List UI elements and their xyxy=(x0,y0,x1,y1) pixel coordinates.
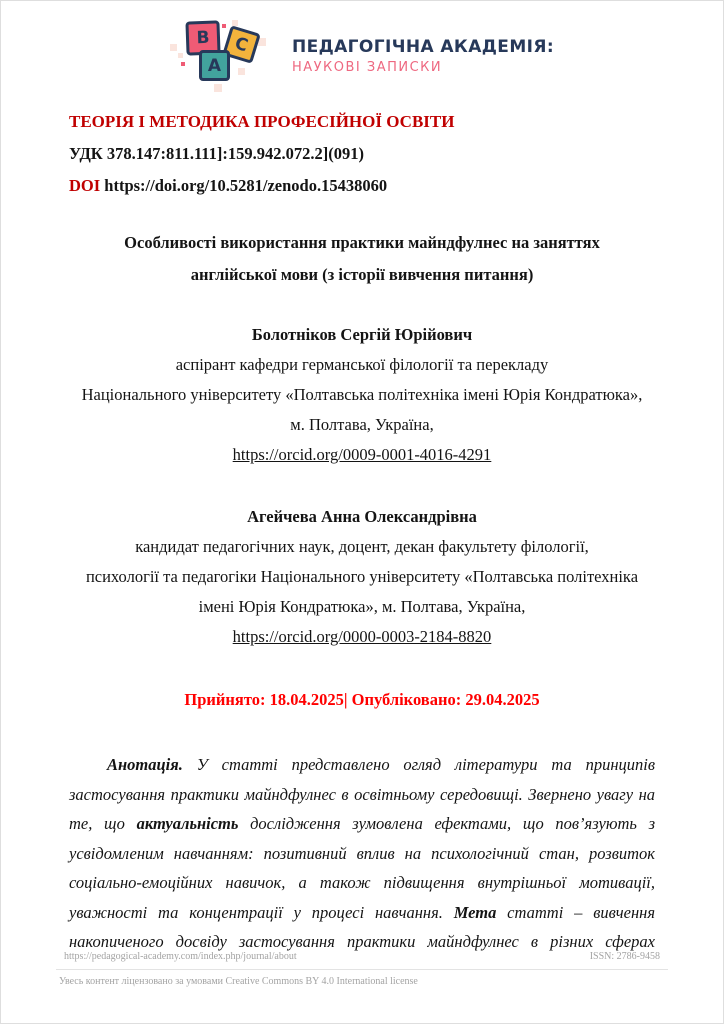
article-title-line2: англійської мови (з історії вивчення питання) xyxy=(190,265,534,284)
footer-divider xyxy=(56,969,668,970)
dates-line: Прийнято: 18.04.2025| Опубліковано: 29.04.2025 xyxy=(184,690,540,709)
logo-pixel-decoration xyxy=(178,53,183,58)
doi-link[interactable]: https://doi.org/10.5281/zenodo.15438060 xyxy=(104,176,388,195)
author-name: Болотніков Сергій Юрійович xyxy=(251,325,473,344)
abstract-run: дослідження зумовлена ефектами, що пов’язують з усвідомленим навчанням: позитивний вплив на психологічний стан, розвиток соціально-емоційних навичок, а також підвищення внутрішньої мотивації, уважності та концентрації у процесі навчання. xyxy=(69,814,656,922)
page-footer xyxy=(56,951,668,987)
logo-letter: B xyxy=(196,27,210,49)
article-content xyxy=(1,112,723,957)
author-affiliation-line: психології та педагогіки Національного університету «Полтавська політехніка xyxy=(85,567,639,586)
article-title xyxy=(69,227,655,291)
section-heading: ТЕОРІЯ І МЕТОДИКА ПРОФЕСІЙНОЇ ОСВІТИ xyxy=(69,112,455,131)
author-affiliation-line: імені Юрія Кондратюка», м. Полтава, Україна, xyxy=(198,597,526,616)
logo-pixel-decoration xyxy=(170,44,177,51)
logo-letter: A xyxy=(207,55,222,76)
logo-pixel-decoration xyxy=(214,84,222,92)
footer-row-1 xyxy=(56,951,668,962)
author-affiliation-line: кандидат педагогічних наук, доцент, декан факультету філології, xyxy=(135,537,589,556)
orcid-link[interactable]: https://orcid.org/0000-0003-2184-8820 xyxy=(232,627,492,646)
author-affiliation-line: м. Полтава, Україна, xyxy=(290,415,434,434)
author-affiliation-line: Національного університету «Полтавська політехніка імені Юрія Кондратюка», xyxy=(81,385,643,404)
doi-label: DOI xyxy=(69,176,101,195)
doi-line xyxy=(69,176,655,196)
abstract-bold-term: Мета xyxy=(453,902,497,922)
udc-line: УДК 378.147:811.111]:159.942.072.2](091) xyxy=(69,144,364,163)
logo-pixel-decoration xyxy=(181,62,185,66)
author-block-2 xyxy=(69,502,655,652)
abstract-text xyxy=(69,750,655,957)
abstract-run: У статті представлено огляд літератури та принципів застосування практики майндфулнес в освітньому середовищі. Звернено увагу на те, що xyxy=(69,755,655,833)
abstract-bold-term: актуальність xyxy=(136,814,239,833)
abstract-bold-term: Анотація. xyxy=(107,755,183,774)
journal-url-link[interactable]: https://pedagogical-academy.com/index.php/journal/about xyxy=(64,951,297,962)
license-line: Увесь контент ліцензовано за умовами Creative Commons BY 4.0 International license xyxy=(59,976,418,987)
article-title-line1: Особливості використання практики майндфулнес на заняттях xyxy=(124,233,600,252)
logo-block-a-icon xyxy=(199,50,230,81)
orcid-link[interactable]: https://orcid.org/0009-0001-4016-4291 xyxy=(232,445,492,464)
logo-pixel-decoration xyxy=(238,68,245,75)
journal-logo xyxy=(1,17,723,95)
author-block-1 xyxy=(69,320,655,470)
issn-label: ISSN: 2786-9458 xyxy=(589,951,660,962)
journal-name: ПЕДАГОГІЧНА АКАДЕМІЯ: xyxy=(291,37,555,57)
abstract-run: статті – вивчення накопиченого досвіду застосування практики майндфулнес в різних сферах xyxy=(69,902,656,951)
logo-letter: C xyxy=(232,33,251,56)
author-name: Агейчева Анна Олександрівна xyxy=(247,507,477,526)
journal-subtitle: НАУКОВІ ЗАПИСКИ xyxy=(291,60,443,75)
logo-text xyxy=(292,37,554,75)
author-affiliation-line: аспірант кафедри германської філології та перекладу xyxy=(175,355,549,374)
logo-blocks-icon xyxy=(170,20,266,92)
logo-pixel-decoration xyxy=(222,24,226,28)
